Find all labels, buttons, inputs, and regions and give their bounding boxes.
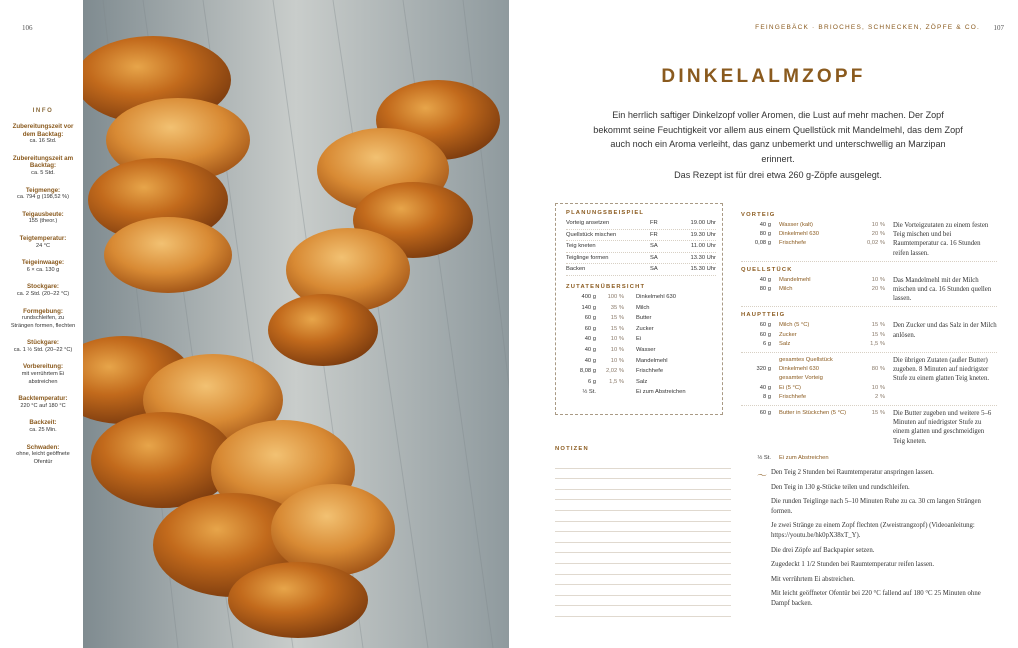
note-line [555, 511, 731, 522]
ingredient-amount: 60 g [759, 410, 771, 417]
planning-day: SA [650, 266, 658, 273]
notes-heading: NOTIZEN [555, 446, 589, 452]
planning-row [566, 218, 716, 230]
overview-percent: 10 % [610, 346, 624, 353]
overview-row [566, 313, 716, 324]
overview-ingredient: Butter [636, 315, 652, 322]
method-step: Die Butter zugeben und weitere 5–6 Minuten auf niedrigster Stufe zu einem glatten und geschmeidigen Teig kneten. [893, 410, 992, 445]
overview-percent: 15 % [610, 315, 624, 322]
overview-percent: 10 % [610, 336, 624, 343]
ingredient-row [741, 393, 885, 402]
overview-amount: 60 g [584, 315, 596, 322]
method-step: Den Zucker und das Salz in der Milch anlösen. [893, 322, 997, 339]
planning-time: 19.00 Uhr [690, 220, 716, 226]
planning-time: 19.30 Uhr [690, 231, 716, 238]
info-item [10, 235, 76, 250]
ingredient-percent: 2 % [875, 393, 885, 400]
planning-row [566, 230, 716, 242]
overview-percent [596, 387, 624, 398]
ingredient-name: Mandelmehl [779, 276, 811, 283]
method-step: Die übrigen Zutaten (außer Butter) zugeben. 8 Minuten auf niedrigster Stufe zu einem glatten Teig kneten. [893, 357, 990, 383]
hauptteig-heading: HAUPTTEIG [741, 312, 786, 319]
overview-amount: 40 g [584, 336, 596, 343]
info-label: Zubereitungszeit am Backtag: [12, 154, 74, 170]
ingredient-row [741, 365, 885, 374]
planning-row [566, 241, 716, 253]
planning-day: FR [650, 231, 658, 238]
info-item [10, 308, 76, 331]
planning-row [566, 264, 716, 276]
info-item [10, 155, 76, 178]
note-line [555, 500, 731, 511]
planning-time: 13.30 Uhr [690, 254, 716, 261]
ingredient-name: Salz [779, 340, 791, 347]
overview-percent: 10 % [610, 357, 624, 364]
overview-row [566, 324, 716, 335]
info-item [10, 444, 76, 467]
info-label: Zubereitungszeit vor dem Backtag: [12, 123, 74, 138]
overview-row [566, 345, 716, 356]
section-vorteig [741, 212, 997, 262]
info-item [10, 123, 76, 146]
ingredient-name: Zucker [779, 331, 797, 338]
overview-ingredient: Zucker [636, 325, 654, 332]
ingredient-amount: 40 g [759, 222, 771, 228]
overview-row [566, 377, 716, 388]
info-label: Teigmenge: [25, 186, 61, 194]
note-line [555, 532, 731, 543]
note-line [555, 575, 731, 586]
egg-wash-name: Ei zum Abstreichen [779, 454, 829, 461]
ingredient-group [741, 276, 997, 308]
step: Den Teig in 130 g-Stücke teilen und rundschleifen. [771, 483, 910, 491]
overview-percent: 1,5 % [609, 378, 624, 385]
ingredient-group [741, 356, 997, 406]
recipe-title: DINKELALMZOPF [661, 66, 866, 87]
ingredient-amount: 8 g [762, 393, 771, 400]
overview-ingredient: Wasser [636, 346, 656, 353]
info-label: Backtemperatur: [18, 395, 68, 403]
info-item [10, 259, 76, 274]
overview-percent: 15 % [610, 325, 624, 332]
notes-section [555, 446, 731, 617]
ingredient-amount [741, 356, 771, 365]
info-value: 155 (theor.) [28, 218, 58, 225]
braided-bread-illustration [83, 0, 509, 648]
info-item [10, 419, 76, 434]
info-value: ca. 794 g (198,52 %) [17, 194, 69, 201]
step: Je zwei Stränge zu einem Zopf flechten (Zweistrangzopf) (Videoanleitung: https://youtu.be/hk0pX38xT_Y). [771, 522, 975, 539]
ingredient-percent: 15 % [871, 410, 885, 417]
overview-heading: ZUTATENÜBERSICHT [566, 283, 646, 290]
ingredient-row [741, 285, 885, 294]
info-item [10, 211, 76, 226]
ingredient-name: Frischhefe [779, 393, 807, 400]
step: Mit leicht geöffneter Ofentür bei 220 °C fallend auf 180 °C 25 Minuten ohne Dampf backen. [771, 590, 981, 607]
planning-task: Teiglinge formen [566, 254, 609, 261]
info-value: ca. 25 Min. [29, 427, 57, 434]
overview-row [566, 292, 716, 303]
info-item [10, 187, 76, 202]
overview-ingredient: Frischhefe [636, 368, 664, 375]
egg-wash-amount: ½ St. [757, 454, 771, 461]
overview-percent: 100 % [607, 293, 624, 300]
note-line [555, 479, 731, 490]
ingredient-percent: 80 % [871, 366, 885, 373]
page-number-right: 107 [993, 24, 1004, 32]
ingredient-name: Dinkelmehl 630 [779, 231, 819, 238]
ingredient-percent: 0,02 % [866, 240, 885, 247]
planning-day: SA [650, 243, 658, 250]
overview-amount: 400 g [581, 293, 596, 300]
note-line [555, 458, 731, 469]
info-value: 220 °C auf 180 °C [20, 402, 66, 409]
ingredient-name: Wasser (kalt) [779, 222, 813, 228]
ingredient-row [741, 409, 885, 418]
note-line [555, 564, 731, 575]
info-label: Schwaden: [26, 443, 60, 451]
planning-day: SA [650, 254, 658, 261]
overview-row [566, 387, 716, 398]
ingredient-row [741, 321, 885, 330]
ingredient-amount: 320 g [756, 366, 771, 373]
overview-percent: 2,02 % [605, 368, 624, 375]
ingredient-amount: 60 g [759, 331, 771, 338]
note-line [555, 543, 731, 554]
ingredient-percent: 10 % [871, 222, 885, 228]
planning-task: Quellstück mischen [566, 231, 617, 238]
ingredient-list [741, 409, 885, 446]
ingredient-amount: 40 g [759, 384, 771, 391]
ingredient-row [741, 230, 885, 239]
ingredient-percent: 1,5 % [870, 340, 885, 347]
ingredient-amount: 80 g [759, 231, 771, 238]
ingredient-name: gesamter Vorteig [779, 375, 823, 382]
recipe-body [741, 212, 997, 463]
ingredient-amount: 0,08 g [754, 240, 771, 247]
info-value: ohne, leicht geöffnete Ofentür [16, 451, 70, 465]
vorteig-heading: VORTEIG [741, 212, 776, 218]
ingredient-name: gesamtes Quellstück [779, 357, 833, 364]
planning-row [566, 253, 716, 265]
info-value: rundschleifen, zu Strängen formen, flechten [10, 315, 76, 329]
ingredient-row [741, 276, 885, 285]
ingredient-row [741, 384, 885, 393]
note-line [555, 553, 731, 564]
info-label: Vorbereitung: [22, 363, 64, 371]
ingredient-percent: 15 % [871, 322, 885, 329]
page-number-left: 106 [22, 24, 33, 32]
step: Mit verrührtem Ei abstreichen. [771, 575, 855, 583]
ingredient-percent [851, 374, 885, 383]
info-label: Stückgare: [27, 339, 59, 347]
info-value: mit verrührtem Ei abstreichen [21, 371, 65, 385]
overview-ingredient: Salz [636, 378, 648, 385]
overview-row [566, 334, 716, 345]
ingredient-amount: 6 g [762, 340, 771, 347]
ingredient-name: Butter in Stückchen (5 °C) [779, 410, 847, 417]
ingredient-name: Frischhefe [779, 240, 807, 247]
ingredient-row [741, 239, 885, 248]
overview-amount: 40 g [584, 357, 596, 364]
overview-amount: 8,08 g [579, 368, 596, 375]
planning-box [555, 203, 723, 415]
info-value: ca. 16 Std. [29, 138, 57, 145]
planning-task: Teig kneten [566, 243, 596, 250]
ingredient-percent: 20 % [871, 231, 885, 238]
planning-task: Backen [566, 266, 586, 273]
planning-time: 15.30 Uhr [690, 266, 716, 273]
section-quellstueck [741, 267, 997, 308]
overview-row [566, 356, 716, 367]
ingredient-name: Dinkelmehl 630 [779, 366, 819, 373]
ingredient-list [741, 276, 885, 304]
info-title: INFO [32, 108, 54, 114]
ingredient-amount: 60 g [759, 322, 771, 329]
planning-task: Vorteig ansetzen [566, 220, 610, 226]
note-line [555, 522, 731, 533]
ingredient-list [741, 221, 885, 258]
ingredient-group [741, 409, 997, 449]
planning-heading: PLANUNGSBEISPIEL [566, 210, 645, 216]
ingredient-percent: 10 % [871, 384, 885, 391]
overview-amount: 40 g [584, 346, 596, 353]
ingredient-percent: 15 % [871, 331, 885, 338]
overview-ingredient: Milch [636, 304, 650, 311]
method-step: Die Vorteigzutaten zu einem festen Teig mischen und bei Raumtemperatur ca. 16 Stunden reifen lassen. [893, 222, 989, 257]
ingredient-row [741, 331, 885, 340]
ingredient-group [741, 221, 997, 262]
method-step: Das Mandelmehl mit der Milch mischen und ca. 16 Stunden quellen lassen. [893, 276, 992, 303]
overview-ingredient: Ei zum Abstreichen [636, 389, 686, 396]
info-value: ca. 5 Std. [31, 169, 55, 176]
ingredient-percent: 20 % [871, 286, 885, 293]
ingredient-percent: 10 % [871, 276, 885, 283]
braided-bread-photo [83, 0, 509, 648]
recipe-intro [593, 108, 963, 183]
ingredient-list [741, 321, 885, 349]
intro-paragraph: Ein herrlich saftiger Dinkelzopf voller Aromen, die Lust auf mehr machen. Der Zopf bekommt seine Feuchtigkeit vor allem aus einem Quellstück mit Mandelmehl, das dem Zopf auch noch ein Aroma verleiht, das ganz unbemerkt und unterschwellig an Marzipan erinnert. [593, 110, 963, 164]
running-head: FEINGEBÄCK · BRIOCHES, SCHNECKEN, ZÖPFE & CO. [755, 24, 980, 31]
note-line [555, 469, 731, 480]
ingredient-percent [851, 356, 885, 365]
overview-ingredient: Dinkelmehl 630 [636, 293, 676, 300]
note-line [555, 606, 731, 617]
overview-percent: 35 % [610, 304, 624, 311]
info-label: Stockgare: [27, 283, 59, 291]
overview-amount: ½ St. [582, 389, 596, 396]
overview-ingredient: Ei [636, 336, 642, 343]
overview-ingredient: Mandelmehl [636, 357, 668, 364]
step: Die drei Zöpfe auf Backpapier setzen. [771, 546, 875, 554]
planning-day: FR [650, 220, 658, 226]
info-value: 24 °C [35, 242, 51, 249]
info-value: 6 × ca. 130 g [26, 266, 60, 273]
planning-time: 11.00 Uhr [690, 243, 716, 250]
overview-amount: 140 g [581, 304, 596, 311]
ingredient-amount [741, 374, 771, 383]
overview-row [566, 303, 716, 314]
info-label: Teigeinwaage: [21, 259, 65, 267]
ingredient-group [741, 321, 997, 353]
overview-amount: 6 g [587, 378, 596, 385]
ingredient-list [741, 356, 885, 402]
ingredient-amount: 40 g [759, 276, 771, 283]
ingredient-row [741, 340, 885, 349]
info-item [10, 395, 76, 410]
info-item [10, 339, 76, 354]
info-value: ca. 2 Std. (20–22 °C) [16, 290, 70, 297]
swirl-ornament-icon: 〜 [757, 471, 767, 482]
method-steps [757, 468, 997, 614]
intro-yield: Das Rezept ist für drei etwa 260 g-Zöpfe ausgelegt. [674, 170, 882, 181]
info-label: Teigausbeute: [22, 210, 64, 218]
ingredient-row [741, 356, 885, 365]
ingredient-name: Milch [779, 286, 793, 293]
quellstueck-heading: QUELLSTÜCK [741, 266, 793, 273]
step: Den Teig 2 Stunden bei Raumtemperatur anspringen lassen. [771, 469, 934, 476]
info-label: Teigtemperatur: [19, 234, 67, 242]
info-label: Backzeit: [29, 419, 57, 427]
section-hauptteig [741, 312, 997, 448]
info-item [10, 363, 76, 386]
note-line [555, 585, 731, 596]
overview-amount: 60 g [584, 325, 596, 332]
note-line [555, 490, 731, 501]
note-line [555, 596, 731, 607]
ingredient-row [741, 374, 885, 383]
right-page [509, 0, 1018, 648]
ingredient-name: Ei (5 °C) [779, 384, 801, 391]
overview-row [566, 366, 716, 377]
info-value: ca. 1 ½ Std. (20–22 °C) [13, 346, 73, 353]
info-item [10, 283, 76, 298]
step: Die runden Teiglinge nach 5–10 Minuten Ruhe zu ca. 30 cm langen Strängen formen. [771, 498, 981, 515]
egg-wash-row [741, 454, 997, 463]
ingredient-amount: 80 g [759, 286, 771, 293]
step: Zugedeckt 1 1/2 Stunden bei Raumtemperatur reifen lassen. [771, 561, 935, 569]
info-sidebar [10, 108, 76, 475]
info-label: Formgebung: [23, 307, 63, 315]
ingredient-row [741, 221, 885, 230]
ingredient-name: Milch (5 °C) [779, 322, 810, 329]
